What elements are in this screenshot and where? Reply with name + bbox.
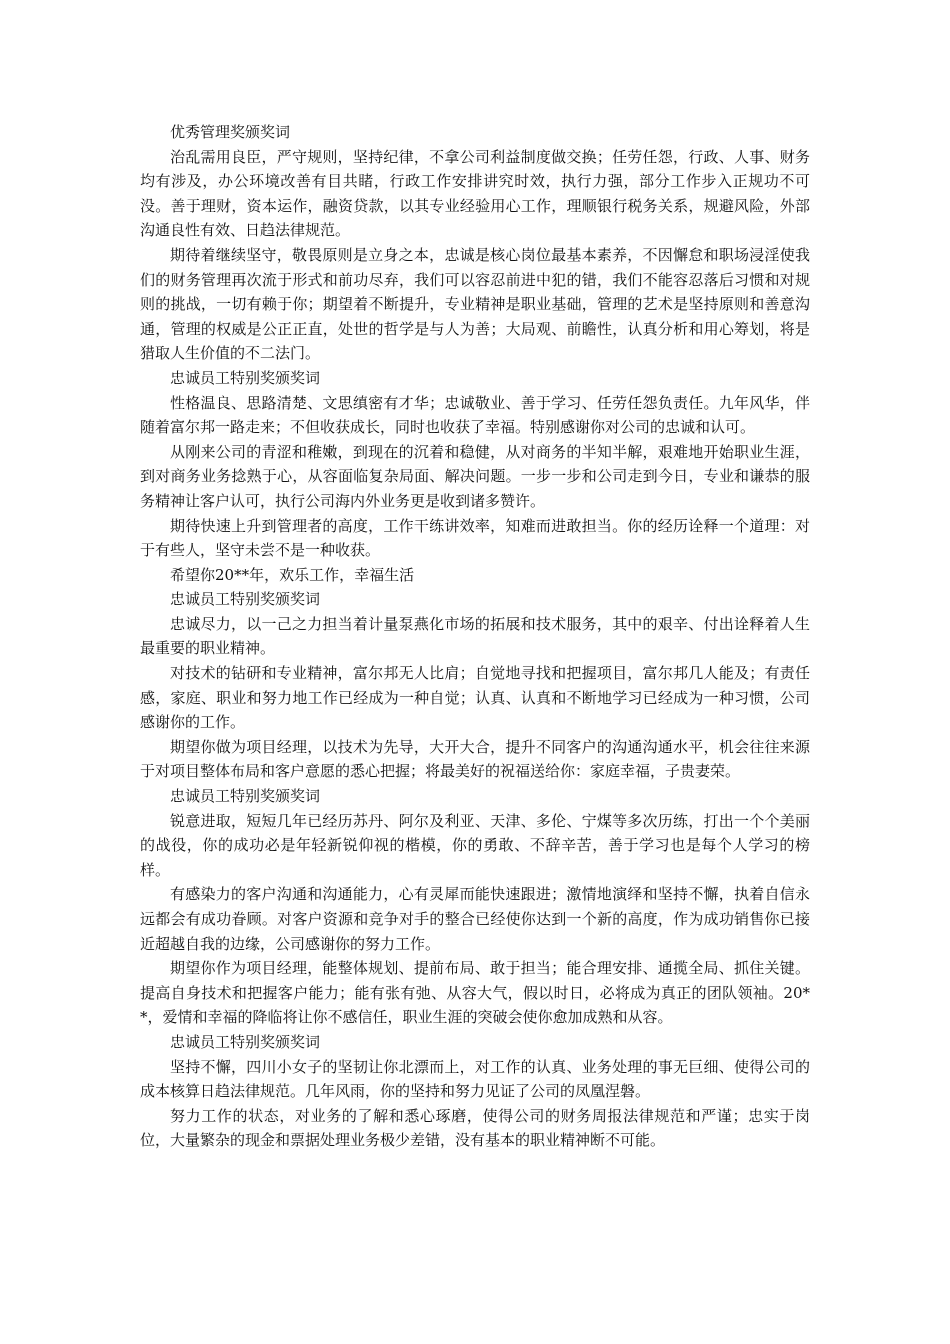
section-title: 忠诚员工特别奖颁奖词 [170,1032,321,1051]
paragraph: 有感染力的客户沟通和沟通能力，心有灵犀而能快速跟进；激情地演绎和坚持不懈，执着自信永远都会有成功眷顾。对客户资源和竞争对手的整合已经使你达到一个新的高度，作为成功销售你已接近超越自我的边缘，公司感谢你的努力工作。 [140,885,810,953]
section-title: 优秀管理奖颁奖词 [170,123,291,141]
section-title: 忠诚员工特别奖颁奖词 [170,787,321,806]
paragraph: 锐意进取，短短几年已经历苏丹、阿尔及利亚、天津、多伦、宁煤等多次历练，打出一个个美丽的战役，你的成功必是年轻新锐仰视的楷模，你的勇敢、不辞辛苦，善于学习也是每个人学习的榜样。 [140,811,810,879]
section-title: 忠诚员工特别奖颁奖词 [170,590,321,609]
paragraph: 治乱需用良臣，严守规则，坚持纪律，不拿公司利益制度做交换；任劳任怨，行政、人事、财务均有涉及，办公环境改善有目共睹，行政工作安排讲究时效，执行力强，部分工作步入正规功不可没。善于理财，资本运作，融资贷款，以其专业经验用心工作，理顺银行税务关系，规避风险，外部沟通良性有效、日趋法律规范。 [140,147,810,240]
paragraph: 性格温良、思路清楚、文思缜密有才华；忠诚敬业、善于学习、任劳任怨负责任。九年风华，伴随着富尔邦一路走来；不但收获成长，同时也收获了幸福。特别感谢你对公司的忠诚和认可。 [140,393,810,437]
paragraph: 对技术的钻研和专业精神，富尔邦无人比肩；自觉地寻找和把握项目，富尔邦几人能及；有责任感，家庭、职业和努力地工作已经成为一种自觉；认真、认真和不断地学习已经成为一种习惯，公司感谢你的工作。 [140,664,810,732]
paragraph: 希望你20**年，欢乐工作，幸福生活 [170,565,415,584]
paragraph: 期望你作为项目经理，能整体规划、提前布局、敢于担当；能合理安排、通揽全局、抓住关键。提高自身技术和把握客户能力；能有张有弛、从容大气，假以时日，必将成为真正的团队领袖。20**，爱情和幸福的降临将让你不感信任，职业生涯的突破会使你愈加成熟和从容。 [140,959,810,1027]
paragraph: 期待着继续坚守，敬畏原则是立身之本，忠诚是核心岗位最基本素养，不因懈怠和职场浸淫使我们的财务管理再次流于形式和前功尽弃，我们可以容忍前进中犯的错，我们不能容忍落后习惯和对规则的挑战，一切有赖于你；期望着不断提升，专业精神是职业基础，管理的艺术是坚持原则和善意沟通，管理的权威是公正正直，处世的哲学是与人为善；大局观、前瞻性，认真分析和用心筹划，将是猎取人生价值的不二法门。 [140,245,810,363]
paragraph: 从刚来公司的青涩和稚嫩，到现在的沉着和稳健，从对商务的半知半解，艰难地开始职业生涯，到对商务业务捻熟于心，从容面临复杂局面、解决问题。一步一步和公司走到今日，专业和谦恭的服务精神让客户认可，执行公司海内外业务更是收到诸多赞许。 [140,442,810,510]
paragraph: 努力工作的状态，对业务的了解和悉心琢磨，使得公司的财务周报法律规范和严谨；忠实于岗位，大量繁杂的现金和票据处理业务极少差错，没有基本的职业精神断不可能。 [140,1106,810,1150]
paragraph: 期望你做为项目经理，以技术为先导，大开大合，提升不同客户的沟通沟通水平，机会往往来源于对项目整体布局和客户意愿的悉心把握；将最美好的祝福送给你：家庭幸福，子贵妻荣。 [140,737,810,781]
paragraph: 忠诚尽力，以一己之力担当着计量泵燕化市场的拓展和技术服务，其中的艰辛、付出诠释着人生最重要的职业精神。 [140,614,810,658]
document-body [140,120,810,1153]
paragraph: 坚持不懈，四川小女子的坚韧让你北漂而上，对工作的认真、业务处理的事无巨细、使得公司的成本核算日趋法律规范。几年风雨，你的坚持和努力见证了公司的凤凰涅磐。 [140,1057,810,1101]
section-title: 忠诚员工特别奖颁奖词 [170,368,321,387]
paragraph: 期待快速上升到管理者的高度，工作干练讲效率，知难而进敢担当。你的经历诠释一个道理：对于有些人，坚守未尝不是一种收获。 [140,516,810,560]
